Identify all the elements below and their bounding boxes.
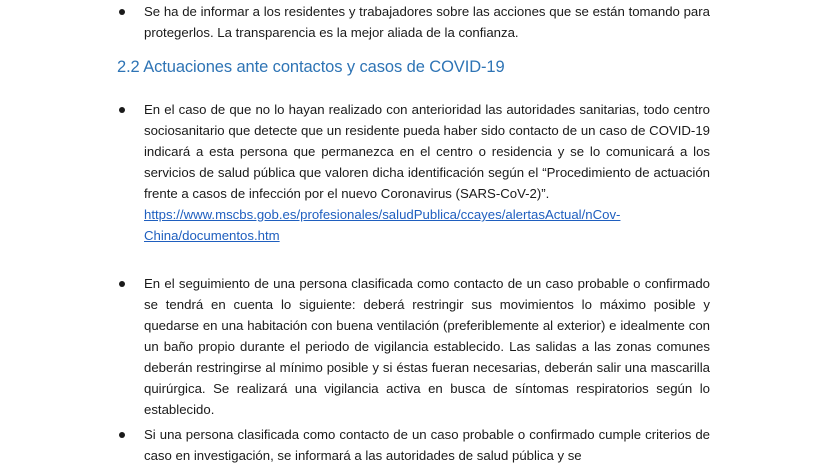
bullet-dot-icon xyxy=(119,107,125,113)
bullet-text: Si una persona clasificada como contacto de un caso probable o confirmado cumple criterios de caso en investigación, se informará a las autoridades de salud pública y se xyxy=(144,427,710,463)
section-heading: 2.2 Actuaciones ante contactos y casos de COVID-19 xyxy=(117,58,505,76)
bullet-text: En el seguimiento de una persona clasificada como contacto de un caso probable o confirmado se tendrá en cuenta lo siguiente: deberá restringir sus movimientos lo máximo posible y quedarse en una habitación con buena ventilación (preferiblemente al exterior) e idealmente con un baño propio durante el periodo de vigilancia establecido. Las salidas a las zonas comunes deberán restringirse al mínimo posible y si éstas fueran necesarias, deberán salir una mascarilla quirúrgica. Se realizará una vigilancia activa en busca de síntomas respiratorios según lo establecido. xyxy=(144,276,710,417)
bullet-dot-icon xyxy=(119,432,125,438)
bullet-text: En el caso de que no lo hayan realizado con anterioridad las autoridades sanitarias, todo centro sociosanitario que detecte que un residente pueda haber sido contacto de un caso de COVID-19 indicará a esta persona que permanezca en el centro o residencia y se lo comunicará a los servicios de salud pública que valoren dicha identificación según el “Procedimiento de actuación frente a casos de infección por el nuevo Coronavirus (SARS-CoV-2)”. xyxy=(144,102,710,201)
bullet-dot-icon xyxy=(119,9,125,15)
bullet-text-block xyxy=(144,99,710,246)
bullet-text: Se ha de informar a los residentes y trabajadores sobre las acciones que se están tomando para protegerlos. La transparencia es la mejor aliada de la confianza. xyxy=(144,4,710,40)
bullet-dot-icon xyxy=(119,281,125,287)
documents-link[interactable]: https://www.mscbs.gob.es/profesionales/saludPublica/ccayes/alertasActual/nCov-China/documentos.htm xyxy=(144,207,621,243)
